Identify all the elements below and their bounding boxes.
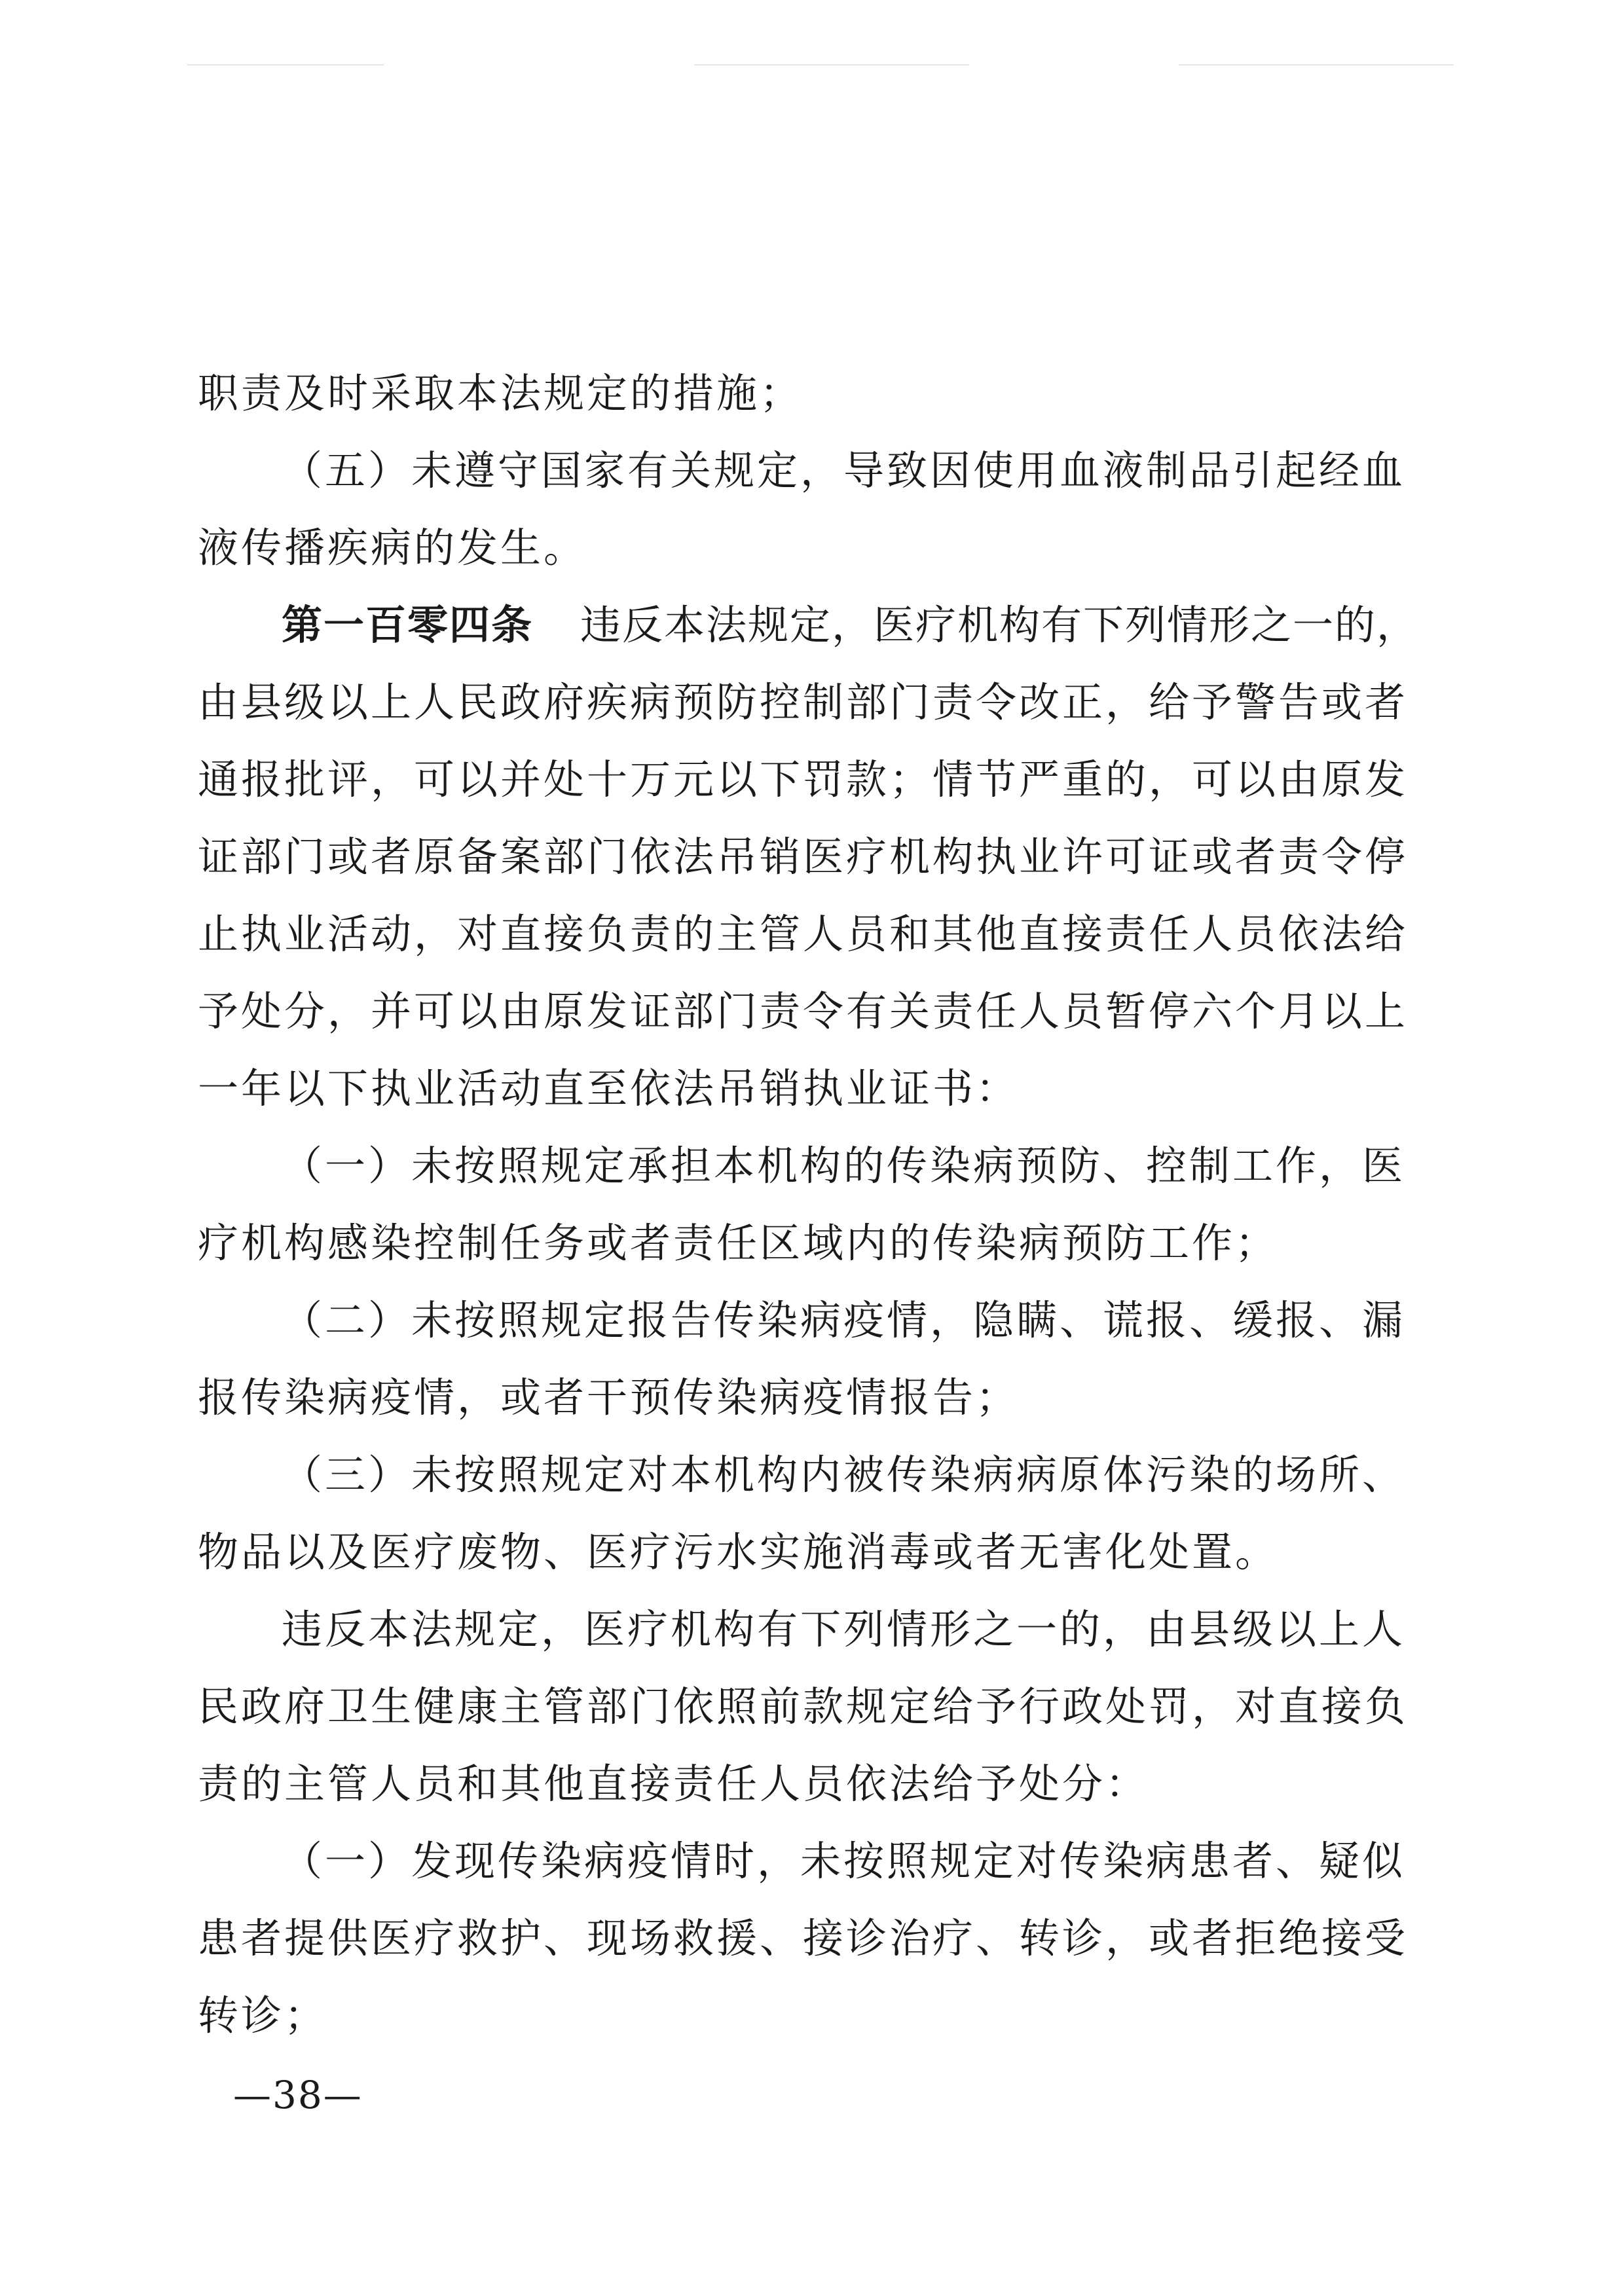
article-first-line	[198, 587, 1419, 664]
text-line: 由县级以上人民政府疾病预防控制部门责令改正，给予警告或者	[198, 678, 1409, 726]
text-line: 报传染病疫情，或者干预传染病疫情报告；	[198, 1374, 1020, 1421]
text-line: 止执业活动，对直接负责的主管人员和其他直接责任人员依法给	[198, 910, 1409, 958]
text-line: 民政府卫生健康主管部门依照前款规定给予行政处罚，对直接负	[198, 1683, 1409, 1730]
text-line: （三）未按照规定对本机构内被传染病病原体污染的场所、	[282, 1451, 1406, 1499]
text-line: 疗机构感染控制任务或者责任区域内的传染病预防工作；	[198, 1219, 1279, 1267]
scan-edge-line	[187, 64, 384, 65]
article-number: 第一百零四条	[282, 601, 534, 649]
text-line: （二）未按照规定报告传染病疫情，隐瞒、谎报、缓报、漏	[282, 1296, 1406, 1344]
text-line: 责的主管人员和其他直接责任人员依法给予处分：	[198, 1760, 1149, 1808]
text-line: 证部门或者原备案部门依法吊销医疗机构执业许可证或者责令停	[198, 833, 1409, 881]
text-line: （五）未遵守国家有关规定，导致因使用血液制品引起经血	[282, 446, 1406, 494]
text-line: 转诊；	[198, 1992, 328, 2039]
scan-edge-line	[1179, 64, 1454, 65]
text-line: 物品以及医疗废物、医疗污水实施消毒或者无害化处置。	[198, 1528, 1279, 1576]
text-line: 职责及时采取本法规定的措施；	[198, 369, 803, 417]
text-line: 液传播疾病的发生。	[198, 524, 587, 572]
page-number: —38—	[233, 2073, 363, 2117]
document-body	[198, 355, 1419, 2054]
text-line: （一）未按照规定承担本机构的传染病预防、控制工作，医	[282, 1142, 1406, 1190]
article-lead-text: 违反本法规定，医疗机构有下列情形之一的，	[580, 601, 1419, 649]
scan-edge-line	[694, 64, 969, 65]
text-line: 违反本法规定，医疗机构有下列情形之一的，由县级以上人	[282, 1605, 1406, 1653]
text-line: （一）发现传染病疫情时，未按照规定对传染病患者、疑似	[282, 1837, 1406, 1885]
text-line: 通报批评，可以并处十万元以下罚款；情节严重的，可以由原发	[198, 756, 1409, 803]
text-line: 予处分，并可以由原发证部门责令有关责任人员暂停六个月以上	[198, 987, 1409, 1035]
text-line: 患者提供医疗救护、现场救援、接诊治疗、转诊，或者拒绝接受	[198, 1914, 1409, 1962]
text-line: 一年以下执业活动直至依法吊销执业证书：	[198, 1065, 1020, 1112]
